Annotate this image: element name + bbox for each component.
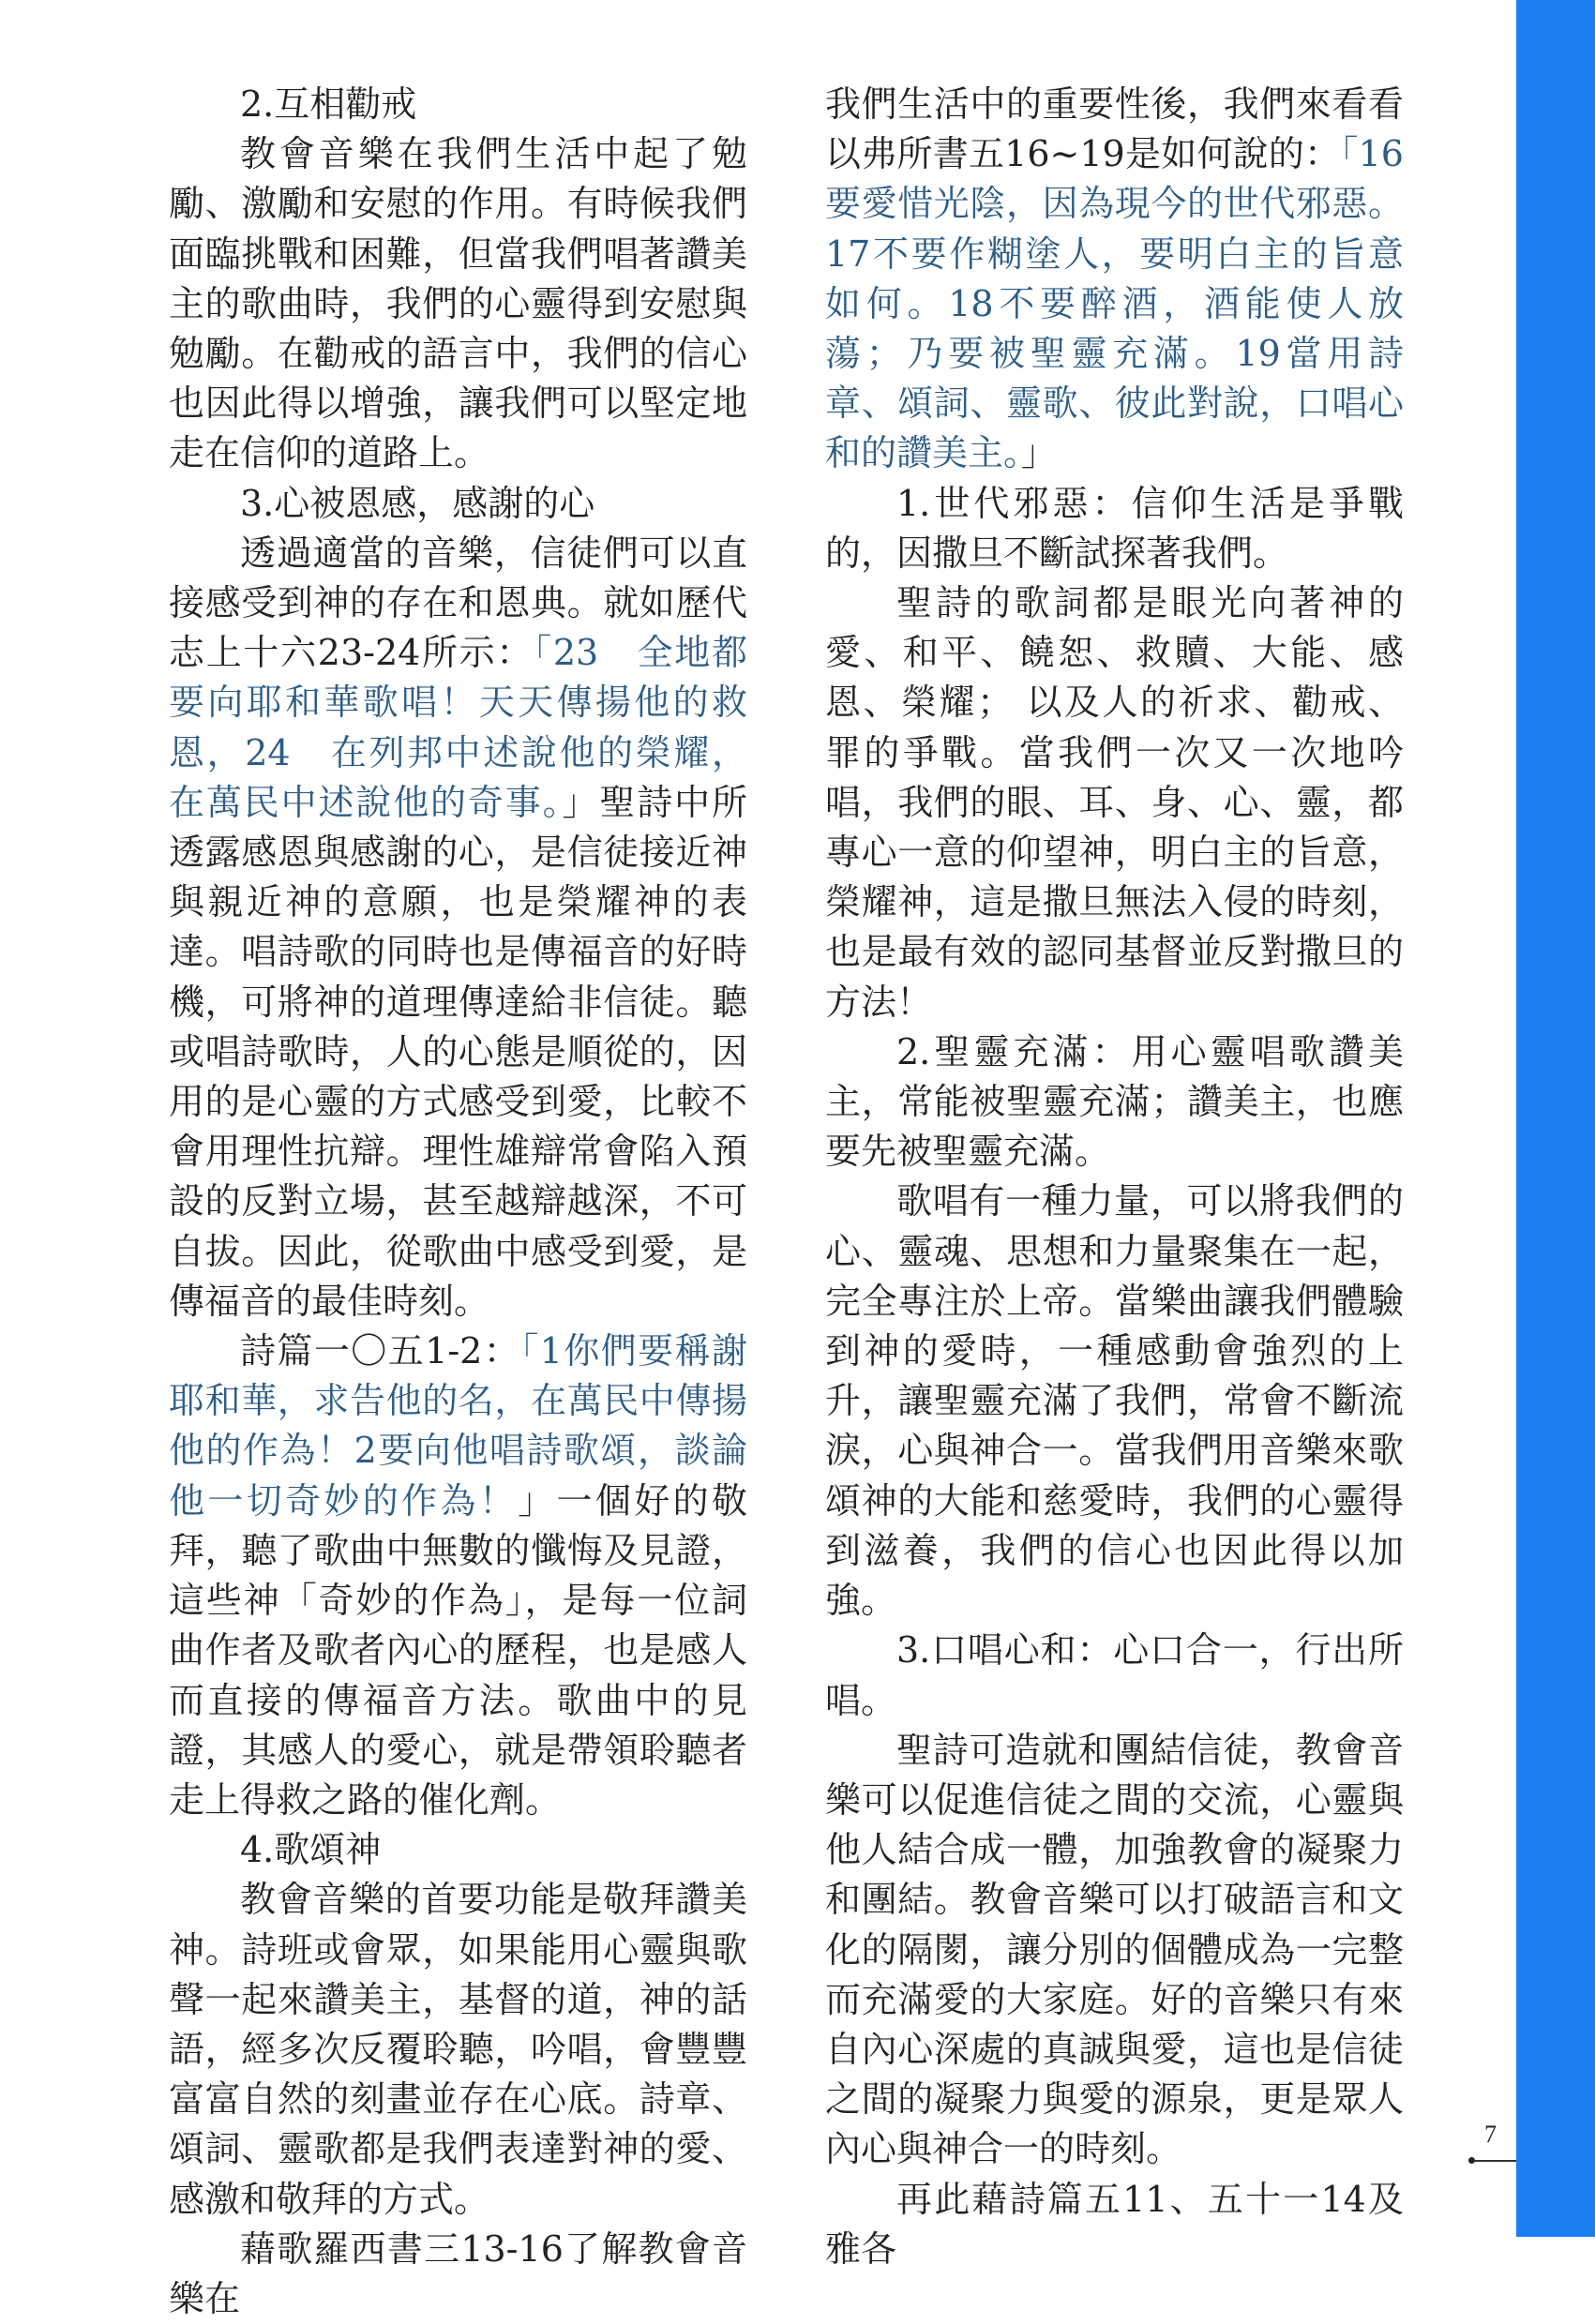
scripture-quote: 「23 全地都要向耶和華歌唱！天天傳揚他的救恩，24 在列邦中述說他的榮耀，在萬民中述說他的奇事。 <box>169 632 747 823</box>
page-number: 7 <box>1484 2121 1497 2148</box>
blue-side-band <box>1516 0 1595 2237</box>
body-text: 」聖詩中所透露感恩與感謝的心，是信徒接近神與親近神的意願，也是榮耀神的表達。唱詩歌的同時也是傳福音的好時機，可將神的道理傳達給非信徒。聽或唱詩歌時，人的心態是順從的，因用的是心靈的方式感受到愛，比較不會用理性抗辯。理性雄辯常會陷入預設的反對立場，甚至越辯越深，不可自拔。因此，從歌曲中感受到愛，是傳福音的最佳時刻。 <box>169 781 747 1322</box>
body-text: 我們生活中的重要性後，我們來看看以弗所書五16~19是如何說的： <box>825 83 1404 175</box>
paragraph: 聖詩可造就和團結信徒，教會音樂可以促進信徒之間的交流，心靈與他人結合成一體，加強教會的凝聚力和團結。教會音樂可以打破語言和文化的隔閡，讓分別的個體成為一完整而充滿愛的大家庭。好的音樂只有來自內心深處的真誠與愛，這也是信徒之間的凝聚力與愛的源泉，更是眾人內心與神合一的時刻。 <box>825 1729 1404 2170</box>
paragraph: 歌唱有一種力量，可以將我們的心、靈魂、思想和力量聚集在一起，完全專注於上帝。當樂曲讓我們體驗到神的愛時，一種感動會強烈的上升，讓聖靈充滿了我們，常會不斷流淚，心與神合一。當我們用音樂來歌頌神的大能和慈愛時，我們的心靈得到滋養，我們的信心也因此得以加強。 <box>825 1180 1404 1622</box>
heading-thankful-heart: 3.心被恩感，感謝的心 <box>240 482 595 524</box>
paragraph: 3.口唱心和：心口合一，行出所唱。 <box>825 1629 1404 1721</box>
paragraph: 教會音樂在我們生活中起了勉勵、激勵和安慰的作用。有時候我們面臨挑戰和困難，但當我們唱著讚美主的歌曲時，我們的心靈得到安慰與勉勵。在勸戒的語言中，我們的信心也因此得以增強，讓我們可以堅定地走在信仰的道路上。 <box>169 133 747 474</box>
right-column <box>825 80 1404 2274</box>
paragraph-continued <box>825 80 1404 479</box>
paragraph <box>169 1327 747 1825</box>
body-text: 」 <box>1021 432 1058 474</box>
heading-praise-god: 4.歌頌神 <box>240 1829 382 1871</box>
scripture-quote: 「16要愛惜光陰，因為現今的世代邪惡。17不要作糊塗人，要明白主的旨意如何。18不要醉酒，酒能使人放蕩；乃要被聖靈充滿。19當用詩章、頌詞、靈歌、彼此對說，口唱心和的讚美主。 <box>825 133 1404 474</box>
scripture-quote: 「1你們要稱謝耶和華，求告他的名，在萬民中傳揚他的作為！2要向他唱詩歌頌，談論他一切奇妙的作為！ <box>169 1330 747 1522</box>
paragraph: 再此藉詩篇五11、五十一14及雅各 <box>825 2178 1404 2270</box>
left-column <box>169 80 747 2324</box>
paragraph: 聖詩的歌詞都是眼光向著神的愛、和平、饒恕、救贖、大能、感恩、榮耀； 以及人的祈求、勸戒、罪的爭戰。當我們一次又一次地吟唱，我們的眼、耳、身、心、靈，都專心一意的仰望神，明白主的旨意，榮耀神，這是撒旦無法入侵的時刻，也是最有效的認同基督並反對撒旦的方法！ <box>825 582 1404 1023</box>
paragraph: 2.聖靈充滿：用心靈唱歌讚美主，常能被聖靈充滿；讚美主，也應要先被聖靈充滿。 <box>825 1030 1404 1173</box>
body-text: 」一個好的敬拜，聽了歌曲中無數的懺悔及見證，這些神「奇妙的作為」，是每一位詞曲作者及歌者內心的歷程，也是感人而直接的傳福音方法。歌曲中的見證，其感人的愛心，就是帶領聆聽者走上得救之路的催化劑。 <box>169 1479 747 1821</box>
paragraph <box>169 529 747 1327</box>
body-text: 詩篇一〇五1-2： <box>240 1330 521 1372</box>
page-number-dot <box>1468 2157 1475 2164</box>
paragraph: 教會音樂的首要功能是敬拜讚美神。詩班或會眾，如果能用心靈與歌聲一起來讚美主，基督的道，神的話語，經多次反覆聆聽，吟唱，會豐豐富富自然的刻畫並存在心底。詩章、頌詞、靈歌都是我們表達對神的愛、感激和敬拜的方式。 <box>169 1879 747 2220</box>
body-text: 透過適當的音樂，信徒們可以直接感受到神的存在和恩典。就如歷代志上十六23-24所示： <box>169 532 747 674</box>
heading-mutual-exhortation: 2.互相勸戒 <box>240 83 417 125</box>
paragraph: 藉歌羅西書三13-16了解教會音樂在 <box>169 2227 747 2319</box>
page-number-rule <box>1472 2160 1517 2162</box>
paragraph: 1.世代邪惡：信仰生活是爭戰的，因撒旦不斷試探著我們。 <box>825 482 1404 574</box>
